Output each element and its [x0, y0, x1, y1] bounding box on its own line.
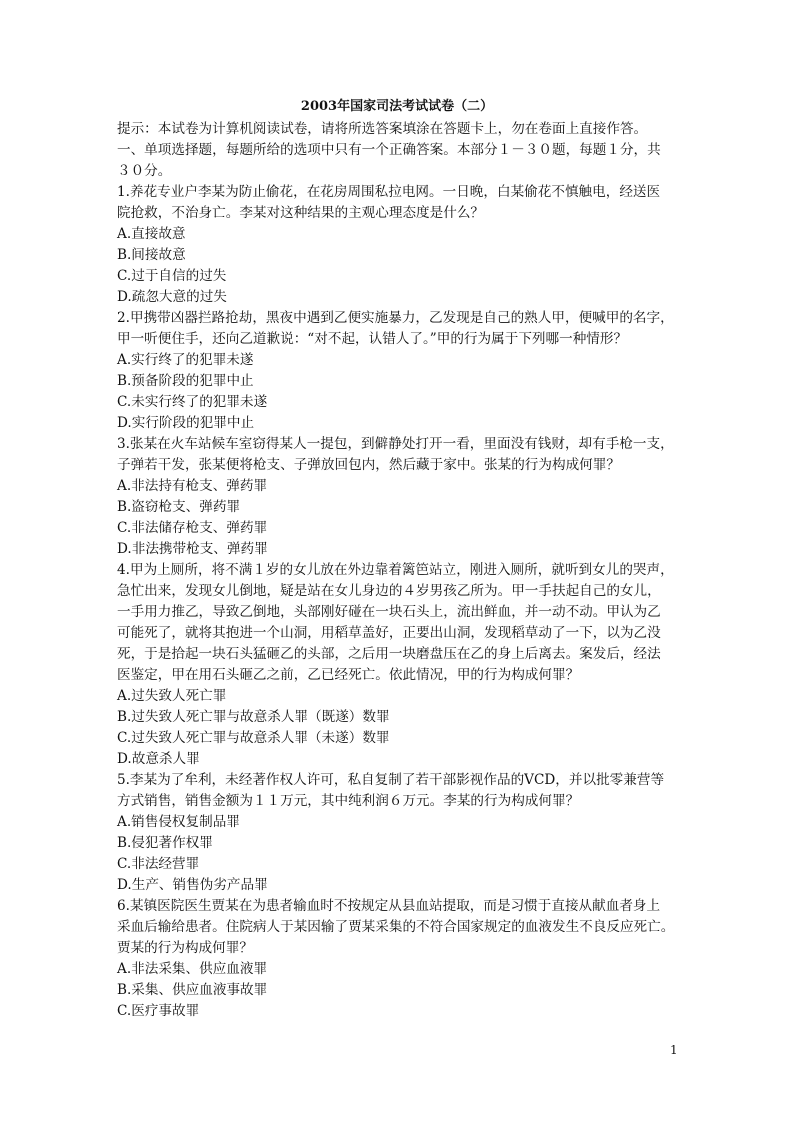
question-text-line: 急忙出来，发现女儿倒地，疑是站在女儿身边的４岁男孩乙所为。甲一手扶起自己的女儿，: [117, 583, 661, 599]
option-c: C.非法储存枪支、弹药罪: [117, 520, 268, 536]
intro: [117, 119, 677, 182]
question-text-line: 院抢救，不治身亡。李某对这种结果的主观心理态度是什么？: [117, 205, 485, 221]
option-a: A.非法持有枪支、弹药罪: [117, 478, 268, 494]
question-text-line: 甲一听便住手，还向乙道歉说：“对不起，认错人了。”甲的行为属于下列哪一种情形？: [117, 331, 628, 347]
page-number: 1: [670, 1043, 678, 1057]
option-c: C.过于自信的过失: [117, 268, 227, 284]
question-text-line: 可能死了，就将其抱进一个山洞，用稻草盖好，正要出山洞，发现稻草动了一下，以为乙没: [117, 625, 661, 641]
option-a: A.过失致人死亡罪: [117, 688, 227, 704]
option-c: C.非法经营罪: [117, 856, 200, 872]
option-c: C.医疗事故罪: [117, 1003, 200, 1019]
option-b: B.采集、供应血液事故罪: [117, 982, 268, 998]
option-b: B.预备阶段的犯罪中止: [117, 373, 254, 389]
option-b: B.侵犯著作权罪: [117, 835, 213, 851]
option-d: D.故意杀人罪: [117, 751, 200, 767]
question-5: [117, 770, 677, 896]
question-text-line: 采血后输给患者。住院病人于某因输了贾某采集的不符合国家规定的血液发生不良反应死亡。: [117, 919, 675, 935]
question-4: [117, 560, 677, 770]
section-heading-line: ３０分。: [117, 163, 172, 179]
question-text-line: 1.养花专业户李某为防止偷花，在花房周围私拉电网。一日晚，白某偷花不慎触电，经送医: [117, 184, 661, 200]
question-3: [117, 434, 677, 560]
option-b: B.过失致人死亡罪与故意杀人罪（既遂）数罪: [117, 709, 390, 725]
question-text-line: 方式销售，销售金额为１１万元，其中纯利润６万元。李某的行为构成何罪？: [117, 793, 580, 809]
option-d: D.生产、销售伪劣产品罪: [117, 877, 268, 893]
option-b: B.间接故意: [117, 247, 186, 263]
option-d: D.非法携带枪支、弹药罪: [117, 541, 268, 557]
question-text-line: 医鉴定，甲在用石头砸乙之前，乙已经死亡。依此情况，甲的行为构成何罪？: [117, 667, 580, 683]
question-6: [117, 896, 677, 1022]
question-text-line: 子弹若干发，张某便将枪支、子弹放回包内，然后藏于家中。张某的行为构成何罪？: [117, 457, 620, 473]
question-text-line: 5.李某为了牟利，未经著作权人许可，私自复制了若干部影视作品的VCD，并以批零兼营等: [117, 772, 665, 788]
question-text-line: 3.张某在火车站候车室窃得某人一提包，到僻静处打开一看，里面没有钱财，却有手枪一支，: [117, 436, 674, 452]
option-a: A.非法采集、供应血液罪: [117, 961, 268, 977]
document-title: 2003年国家司法考试试卷（二）: [300, 99, 494, 114]
option-c: C.未实行终了的犯罪未遂: [117, 394, 268, 410]
question-2: [117, 308, 677, 434]
option-b: B.盗窃枪支、弹药罪: [117, 499, 241, 515]
question-text-line: 贾某的行为构成何罪？: [117, 940, 253, 956]
option-a: A.销售侵权复制品罪: [117, 814, 240, 830]
question-text-line: 4.甲为上厕所，将不满１岁的女儿放在外边靠着篱笆站立，刚进入厕所，就听到女儿的哭声，: [117, 562, 674, 578]
question-text-line: 死，于是拾起一块石头猛砸乙的头部，之后用一块磨盘压在乙的身上后离去。案发后，经法: [117, 646, 661, 662]
question-text-line: 6.某镇医院医生贾某在为患者输血时不按规定从县血站提取，而是习惯于直接从献血者身上: [117, 898, 661, 914]
option-a: A.直接故意: [117, 226, 186, 242]
option-d: D.实行阶段的犯罪中止: [117, 415, 255, 431]
question-text-line: 一手用力推乙，导致乙倒地，头部刚好碰在一块石头上，流出鲜血，并一动不动。甲认为乙: [117, 604, 661, 620]
option-a: A.实行终了的犯罪未遂: [117, 352, 254, 368]
option-d: D.疏忽大意的过失: [117, 289, 227, 305]
document-page: [117, 98, 677, 1022]
option-c: C.过失致人死亡罪与故意杀人罪（未遂）数罪: [117, 730, 390, 746]
question-1: [117, 182, 677, 308]
section-heading-line: 一、单项选择题，每题所给的选项中只有一个正确答案。本部分１－３０题，每题１分，共: [117, 142, 661, 158]
instruction-line: 提示：本试卷为计算机阅读试卷，请将所选答案填涂在答题卡上，勿在卷面上直接作答。: [117, 121, 648, 137]
question-text-line: 2.甲携带凶器拦路抢劫，黑夜中遇到乙便实施暴力，乙发现是自己的熟人甲，便喊甲的名字，: [117, 310, 674, 326]
